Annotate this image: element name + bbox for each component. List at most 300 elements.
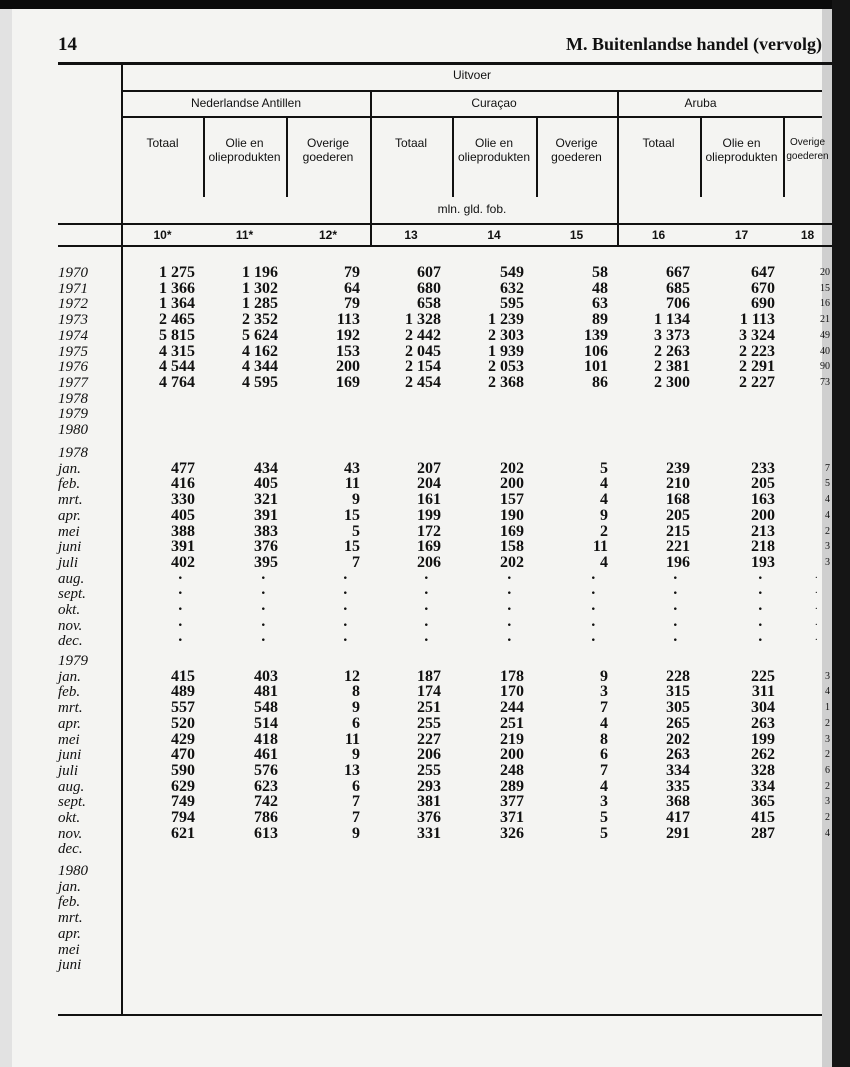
- table-cell: 199: [417, 506, 441, 524]
- table-cell: 139: [584, 326, 608, 344]
- row-label: 1979: [58, 653, 88, 669]
- table-row: [0, 653, 850, 669]
- table-cell: 239: [666, 459, 690, 477]
- table-cell: 2 303: [488, 326, 524, 344]
- table-cell: 415: [751, 809, 775, 826]
- table-cell: 330: [171, 491, 195, 509]
- column-number: 13: [404, 228, 418, 242]
- table-cell: 170: [500, 683, 524, 701]
- table-cell: 106: [584, 342, 608, 360]
- table-row: [0, 406, 850, 422]
- table-cell: 1 134: [654, 311, 690, 329]
- table-cell: 3: [825, 556, 830, 568]
- table-cell: 2 223: [739, 342, 775, 360]
- table-row: [0, 571, 850, 587]
- row-label: 1972: [58, 296, 88, 313]
- table-cell: 1 302: [242, 279, 278, 297]
- table-row: [0, 926, 850, 942]
- table-cell: ·: [506, 585, 512, 603]
- col-divider: [617, 90, 619, 245]
- table-cell: 193: [751, 553, 775, 571]
- table-cell: ·: [590, 632, 596, 650]
- table-cell: 548: [254, 699, 278, 717]
- subcolumn-header: Olie en olieprodukten: [705, 136, 778, 164]
- table-cell: 5: [600, 809, 608, 826]
- table-cell: 331: [417, 824, 441, 842]
- row-label: 1970: [58, 265, 88, 281]
- table-cell: 63: [592, 295, 608, 313]
- table-cell: 368: [666, 793, 690, 811]
- row-label: jan.: [58, 668, 81, 685]
- table-cell: 1 113: [739, 311, 775, 329]
- header-region-aruba: Aruba: [684, 96, 717, 110]
- table-cell: 549: [500, 264, 524, 281]
- table-cell: ·: [672, 569, 678, 587]
- table-cell: 4 544: [159, 358, 195, 376]
- table-cell: 3: [825, 733, 830, 745]
- table-cell: 376: [254, 538, 278, 556]
- table-cell: 2 300: [654, 373, 690, 391]
- table-cell: 590: [171, 761, 195, 779]
- table-cell: 12: [344, 667, 360, 685]
- table-cell: 199: [751, 730, 775, 748]
- table-cell: 15: [820, 282, 830, 294]
- table-cell: ·: [506, 632, 512, 650]
- table-cell: 7: [825, 462, 830, 474]
- row-label: 1979: [58, 406, 88, 423]
- table-cell: 557: [171, 699, 195, 717]
- table-cell: 73: [820, 376, 830, 388]
- table-cell: ·: [260, 585, 266, 603]
- table-cell: ·: [757, 632, 763, 650]
- table-cell: ·: [423, 585, 429, 603]
- table-cell: 5 815: [159, 326, 195, 344]
- table-cell: 169: [336, 373, 360, 391]
- table-row: [0, 618, 850, 634]
- table-cell: 376: [417, 809, 441, 826]
- table-cell: ·: [814, 619, 818, 631]
- table-cell: 204: [417, 475, 441, 493]
- subcolumn-header: Overige goederen: [302, 136, 354, 164]
- table-cell: 576: [254, 761, 278, 779]
- table-cell: 8: [600, 730, 608, 748]
- row-label: okt.: [58, 810, 81, 826]
- row-label: jan.: [58, 878, 81, 895]
- table-cell: 311: [751, 683, 775, 701]
- table-cell: 6: [825, 764, 830, 776]
- row-label: 1980: [58, 863, 88, 879]
- table-cell: 3 373: [654, 326, 690, 344]
- table-row: [0, 445, 850, 461]
- table-cell: 43: [344, 459, 360, 477]
- table-cell: 64: [344, 279, 360, 297]
- table-cell: 417: [666, 809, 690, 826]
- table-cell: 9: [352, 824, 360, 842]
- table-cell: 233: [751, 459, 775, 477]
- row-label: jan.: [58, 460, 81, 477]
- row-label: juni: [58, 747, 82, 764]
- table-cell: 287: [751, 824, 775, 842]
- table-cell: 265: [666, 714, 690, 732]
- table-cell: 481: [254, 683, 278, 701]
- table-cell: 334: [751, 777, 775, 795]
- table-cell: 218: [751, 538, 775, 556]
- table-row: [0, 312, 850, 328]
- table-cell: 4 344: [242, 358, 278, 376]
- table-cell: 595: [500, 295, 524, 313]
- table-cell: ·: [260, 601, 266, 618]
- table-cell: ·: [506, 601, 512, 618]
- column-number: 16: [651, 228, 666, 242]
- column-number: 12*: [318, 228, 338, 242]
- table-cell: 9: [600, 667, 608, 685]
- row-label: mei: [58, 941, 80, 958]
- table-cell: 86: [592, 373, 608, 391]
- table-row: [0, 492, 850, 508]
- table-cell: 667: [666, 264, 690, 281]
- table-cell: 40: [820, 345, 830, 357]
- row-label: aug.: [58, 778, 85, 795]
- table-cell: ·: [757, 585, 763, 603]
- table-cell: 4 595: [242, 373, 278, 391]
- table-cell: 221: [666, 538, 690, 556]
- table-cell: 395: [254, 553, 278, 571]
- table-cell: ·: [177, 585, 183, 603]
- subcolumn-header: Olie en olieprodukten: [457, 136, 531, 164]
- table-cell: ·: [342, 632, 348, 650]
- table-cell: ·: [590, 616, 596, 634]
- table-cell: 402: [171, 553, 195, 571]
- table-row: [0, 841, 850, 857]
- table-cell: 6: [600, 746, 608, 764]
- page-title: M. Buitenlandse handel (vervolg): [565, 34, 822, 54]
- table-cell: 255: [417, 714, 441, 732]
- table-cell: 251: [500, 714, 524, 732]
- table-cell: 5 624: [242, 326, 278, 344]
- table-cell: 1 275: [159, 264, 195, 281]
- table-cell: ·: [814, 588, 818, 600]
- table-cell: 1 939: [488, 342, 524, 360]
- table-cell: 9: [352, 699, 360, 717]
- table-cell: 680: [417, 279, 441, 297]
- table-cell: 2: [600, 522, 608, 540]
- table-cell: 4: [600, 553, 608, 571]
- table-cell: 5: [825, 478, 830, 490]
- row-label: apr.: [58, 507, 81, 524]
- table-cell: 321: [254, 491, 278, 509]
- table-cell: 632: [500, 279, 524, 297]
- table-cell: ·: [423, 616, 429, 634]
- page-number: 14: [58, 34, 77, 55]
- header-region-nederlandse-antillen: Nederlandse Antillen: [190, 96, 302, 110]
- table-row: [0, 957, 850, 973]
- table-cell: 1 285: [242, 295, 278, 313]
- table-cell: 15: [344, 538, 360, 556]
- table-cell: 174: [417, 683, 441, 701]
- table-cell: 623: [254, 777, 278, 795]
- table-row: [0, 586, 850, 602]
- table-cell: 334: [666, 761, 690, 779]
- table-cell: ·: [260, 632, 266, 650]
- table-cell: 2: [825, 525, 830, 537]
- table-cell: 79: [344, 264, 360, 281]
- table-cell: 2 291: [739, 358, 775, 376]
- table-cell: 262: [751, 746, 775, 764]
- table-cell: 2 045: [405, 342, 441, 360]
- table-cell: 11: [344, 475, 360, 493]
- table-row: [0, 894, 850, 910]
- table-row: [0, 763, 850, 779]
- table-cell: 255: [417, 761, 441, 779]
- row-label: juli: [58, 554, 79, 571]
- row-label: 1978: [58, 390, 88, 407]
- table-cell: 335: [666, 777, 690, 795]
- table-cell: 418: [254, 730, 278, 748]
- table-cell: 690: [751, 295, 775, 313]
- table-cell: ·: [342, 616, 348, 634]
- table-row: [0, 328, 850, 344]
- table-cell: 13: [344, 761, 360, 779]
- row-label: juli: [58, 762, 79, 779]
- table-cell: 4 764: [159, 373, 195, 391]
- table-cell: 7: [352, 809, 360, 826]
- header-region-curacao: Curaçao: [471, 96, 517, 110]
- row-label: nov.: [58, 825, 83, 842]
- table-cell: 48: [592, 279, 608, 297]
- header-rule-1: [122, 90, 822, 92]
- table-cell: 315: [666, 683, 690, 701]
- header-rule-2: [122, 116, 822, 118]
- row-label: mrt.: [58, 910, 83, 927]
- table-cell: ·: [672, 585, 678, 603]
- table-cell: 3: [825, 796, 830, 808]
- table-cell: ·: [757, 601, 763, 618]
- table-row: [0, 879, 850, 895]
- table-bottom-rule: [58, 1014, 822, 1016]
- table-cell: ·: [814, 604, 818, 615]
- table-cell: 90: [820, 361, 830, 373]
- table-cell: 5: [600, 824, 608, 842]
- table-cell: ·: [672, 601, 678, 618]
- column-number: 17: [734, 228, 749, 242]
- table-cell: 1 366: [159, 279, 195, 297]
- table-cell: 477: [171, 459, 195, 477]
- table-cell: 113: [336, 311, 360, 329]
- subcolumn-header: Overige goederen: [551, 136, 602, 164]
- table-cell: 8: [352, 683, 360, 701]
- table-cell: 520: [171, 714, 195, 732]
- table-cell: 172: [417, 522, 441, 540]
- table-cell: 1 196: [242, 264, 278, 281]
- table-cell: 4: [600, 777, 608, 795]
- row-label: dec.: [58, 633, 83, 650]
- row-label: 1975: [58, 343, 88, 360]
- table-row: [0, 422, 850, 438]
- table-cell: 161: [417, 491, 441, 509]
- table-cell: 251: [417, 699, 441, 717]
- table-cell: 5: [600, 459, 608, 477]
- table-cell: 658: [417, 295, 441, 313]
- table-cell: 470: [171, 746, 195, 764]
- row-label: 1973: [58, 312, 88, 329]
- table-row: [0, 281, 850, 297]
- table-cell: 2 053: [488, 358, 524, 376]
- table-cell: ·: [506, 569, 512, 587]
- table-cell: 169: [500, 522, 524, 540]
- table-row: [0, 942, 850, 958]
- table-cell: 1 364: [159, 295, 195, 313]
- table-cell: 1 328: [405, 311, 441, 329]
- table-cell: 163: [751, 491, 775, 509]
- row-label: sept.: [58, 586, 86, 603]
- row-label: apr.: [58, 715, 81, 732]
- table-row: [0, 826, 850, 842]
- column-number: 11*: [235, 228, 254, 242]
- table-cell: 647: [751, 264, 775, 281]
- table-cell: 461: [254, 746, 278, 764]
- table-row: [0, 633, 850, 649]
- table-cell: 4: [825, 686, 830, 698]
- table-cell: 2 154: [405, 358, 441, 376]
- table-cell: 4: [825, 827, 830, 839]
- table-cell: 3: [600, 793, 608, 811]
- table-row: [0, 669, 850, 685]
- table-cell: 7: [600, 761, 608, 779]
- table-cell: 2: [825, 749, 830, 761]
- table-cell: 2 454: [405, 373, 441, 391]
- column-number: 18: [800, 228, 815, 242]
- table-cell: 3: [825, 541, 830, 553]
- table-cell: 293: [417, 777, 441, 795]
- table-cell: 21: [820, 314, 830, 326]
- table-cell: 219: [500, 730, 524, 748]
- table-cell: 381: [417, 793, 441, 811]
- table-cell: 20: [820, 267, 830, 278]
- table-cell: ·: [177, 616, 183, 634]
- table-cell: 200: [500, 475, 524, 493]
- table-row: [0, 794, 850, 810]
- table-cell: 4: [600, 475, 608, 493]
- table-row: [0, 375, 850, 391]
- row-label: feb.: [58, 684, 81, 701]
- table-cell: 263: [751, 714, 775, 732]
- row-label: 1971: [58, 280, 88, 297]
- table-cell: 200: [751, 506, 775, 524]
- table-cell: 206: [417, 746, 441, 764]
- table-cell: 7: [352, 553, 360, 571]
- row-label: feb.: [58, 476, 81, 493]
- table-row: [0, 476, 850, 492]
- table-cell: ·: [260, 569, 266, 587]
- row-label: mrt.: [58, 492, 83, 509]
- table-cell: 377: [500, 793, 524, 811]
- table-cell: ·: [342, 569, 348, 587]
- table-cell: 153: [336, 342, 360, 360]
- scan-border-top: [0, 0, 850, 9]
- table-cell: 786: [254, 809, 278, 826]
- table-cell: 202: [500, 459, 524, 477]
- table-cell: 365: [751, 793, 775, 811]
- row-label: juni: [58, 539, 82, 556]
- row-label: sept.: [58, 794, 86, 811]
- table-cell: 6: [352, 714, 360, 732]
- table-cell: 11: [344, 730, 360, 748]
- table-cell: 9: [600, 506, 608, 524]
- table-cell: 5: [352, 522, 360, 540]
- table-cell: 1 239: [488, 311, 524, 329]
- table-cell: 371: [500, 809, 524, 826]
- table-cell: 158: [500, 538, 524, 556]
- table-cell: 168: [666, 491, 690, 509]
- table-cell: 607: [417, 264, 441, 281]
- table-cell: 621: [171, 824, 195, 842]
- col-divider: [370, 90, 372, 245]
- table-cell: ·: [177, 601, 183, 618]
- table-cell: 2 227: [739, 373, 775, 391]
- table-cell: 200: [500, 746, 524, 764]
- table-cell: 3: [825, 670, 830, 682]
- table-cell: 196: [666, 553, 690, 571]
- table-cell: 4: [825, 494, 830, 506]
- table-cell: 742: [254, 793, 278, 811]
- table-row: [0, 716, 850, 732]
- table-row: [0, 700, 850, 716]
- table-cell: ·: [672, 632, 678, 650]
- table-row: [0, 344, 850, 360]
- row-label: 1978: [58, 445, 88, 461]
- table-cell: 248: [500, 761, 524, 779]
- table-cell: 2 368: [488, 373, 524, 391]
- header-uitvoer: Uitvoer: [452, 68, 491, 82]
- table-cell: 225: [751, 667, 775, 685]
- table-cell: 101: [584, 358, 608, 376]
- table-cell: 4: [600, 491, 608, 509]
- table-cell: 328: [751, 761, 775, 779]
- table-row: [0, 555, 850, 571]
- table-cell: ·: [757, 569, 763, 587]
- table-cell: ·: [423, 601, 429, 618]
- column-number: 14: [487, 228, 501, 242]
- row-label: aug.: [58, 570, 85, 587]
- table-cell: 79: [344, 295, 360, 313]
- table-cell: 2: [825, 780, 830, 792]
- table-cell: 326: [500, 824, 524, 842]
- table-cell: 2: [825, 812, 830, 823]
- table-row: [0, 524, 850, 540]
- row-label: juni: [58, 957, 82, 974]
- table-cell: ·: [342, 601, 348, 618]
- row-label: mei: [58, 523, 80, 540]
- table-cell: 289: [500, 777, 524, 795]
- table-cell: 9: [352, 491, 360, 509]
- table-row: [0, 391, 850, 407]
- table-cell: 263: [666, 746, 690, 764]
- table-cell: 706: [666, 295, 690, 313]
- table-cell: ·: [423, 632, 429, 650]
- row-label: okt.: [58, 602, 81, 618]
- table-cell: 16: [820, 298, 830, 310]
- table-cell: 405: [171, 506, 195, 524]
- table-cell: 416: [171, 475, 195, 493]
- table-cell: 613: [254, 824, 278, 842]
- row-label: 1980: [58, 422, 88, 438]
- column-number: 10*: [153, 228, 172, 242]
- table-cell: 2 352: [242, 311, 278, 329]
- table-cell: 7: [352, 793, 360, 811]
- table-cell: ·: [590, 569, 596, 587]
- row-label: apr.: [58, 925, 81, 942]
- table-cell: ·: [814, 635, 818, 647]
